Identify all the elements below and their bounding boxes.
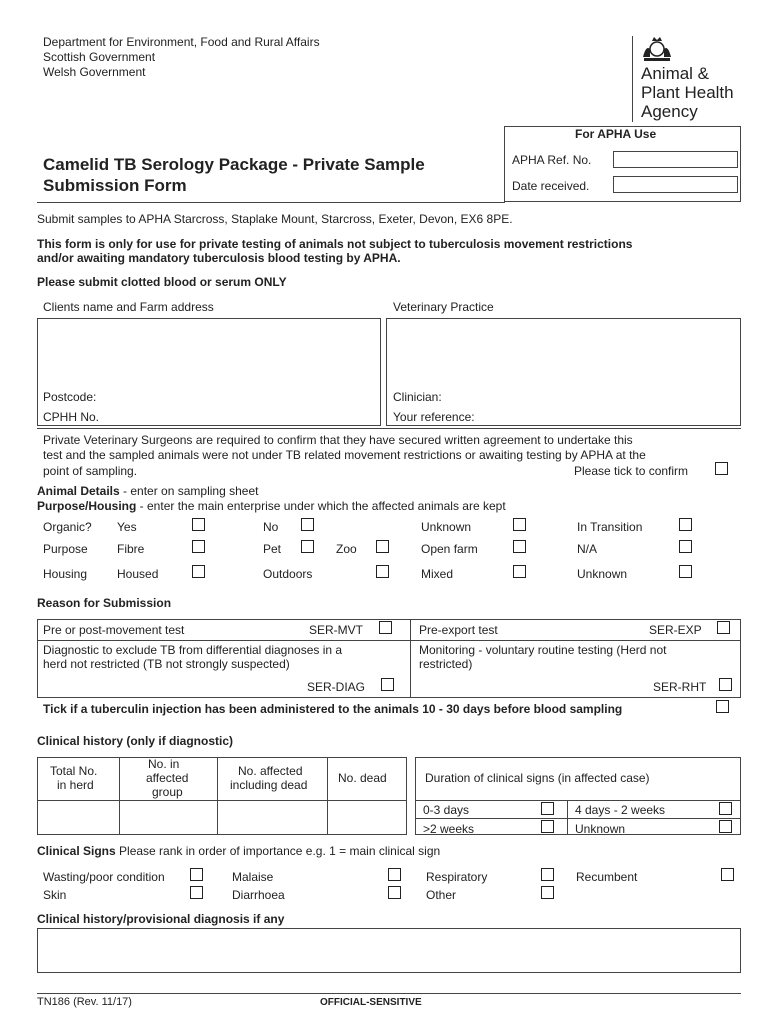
- duration-row-rule: [415, 818, 741, 819]
- col-incl-dead-line-2: including dead: [230, 778, 308, 792]
- zoo-label: Zoo: [336, 542, 357, 556]
- ser-rht-label: SER-RHT: [653, 680, 707, 694]
- housed-label: Housed: [117, 567, 159, 581]
- tuberculin-checkbox[interactable]: [716, 700, 729, 713]
- duration-4d-2w-checkbox[interactable]: [719, 802, 732, 815]
- logo-divider: [632, 36, 633, 122]
- reason-row-divider: [37, 640, 741, 641]
- clinician-label: Clinician:: [393, 390, 442, 404]
- ser-diag-label: SER-DIAG: [307, 680, 366, 694]
- diarrhoea-checkbox[interactable]: [388, 886, 401, 899]
- provisional-heading: Clinical history/provisional diagnosis if any: [37, 912, 285, 926]
- duration-col-div: [567, 800, 568, 835]
- col-affected-line-2: affected: [146, 771, 189, 785]
- col-dead-label: No. dead: [338, 771, 387, 785]
- agreement-line-1: Private Veterinary Surgeons are required to confirm that they have secured written agreement to undertake this: [43, 433, 633, 447]
- outdoors-label: Outdoors: [263, 567, 313, 581]
- ser-mvt-label: SER-MVT: [309, 623, 363, 637]
- department-scottish: Scottish Government: [43, 50, 156, 64]
- organic-yes-checkbox[interactable]: [192, 518, 205, 531]
- tick-confirm-label: Please tick to confirm: [574, 464, 689, 478]
- tuberculin-label: Tick if a tuberculin injection has been administered to the animals 10 - 30 days before blood sampling: [43, 702, 623, 716]
- form-code: TN186 (Rev. 11/17): [37, 996, 132, 1008]
- col-affected-line-1: No. in: [148, 757, 180, 771]
- organic-unknown-label: Unknown: [421, 520, 472, 534]
- title-rule: [37, 202, 505, 203]
- skin-checkbox[interactable]: [190, 886, 203, 899]
- clinical-history-heading: Clinical history (only if diagnostic): [37, 734, 234, 748]
- animal-details-heading: Animal Details - enter on sampling sheet: [37, 484, 259, 498]
- classification-label: OFFICIAL-SENSITIVE: [320, 997, 422, 1008]
- respiratory-checkbox[interactable]: [541, 868, 554, 881]
- housing-label: Housing: [43, 567, 88, 581]
- pre-export-label: Pre-export test: [419, 623, 498, 637]
- reason-col-divider: [410, 619, 411, 698]
- postcode-label: Postcode:: [43, 390, 97, 404]
- agency-line-1: Animal &: [641, 64, 710, 83]
- zoo-checkbox[interactable]: [376, 540, 389, 553]
- duration-gt2w-checkbox[interactable]: [541, 820, 554, 833]
- ser-diag-checkbox[interactable]: [381, 678, 394, 691]
- na-checkbox[interactable]: [679, 540, 692, 553]
- ser-exp-checkbox[interactable]: [717, 621, 730, 634]
- organic-no-checkbox[interactable]: [301, 518, 314, 531]
- respiratory-label: Respiratory: [426, 870, 488, 884]
- apha-ref-input[interactable]: [613, 151, 738, 168]
- col-total-line-1: Total No.: [50, 764, 98, 778]
- ser-mvt-checkbox[interactable]: [379, 621, 392, 634]
- in-transition-checkbox[interactable]: [679, 518, 692, 531]
- pet-checkbox[interactable]: [301, 540, 314, 553]
- recumbent-label: Recumbent: [576, 870, 638, 884]
- wasting-label: Wasting/poor condition: [43, 870, 165, 884]
- department-defra: Department for Environment, Food and Rural Affairs: [43, 35, 320, 49]
- mixed-checkbox[interactable]: [513, 565, 526, 578]
- duration-gt2w-label: >2 weeks: [423, 822, 475, 836]
- duration-unknown-checkbox[interactable]: [719, 820, 732, 833]
- agreement-line-2: test and the sampled animals were not under TB related movement restrictions or awaiting testing by APHA at the: [43, 448, 646, 462]
- cphh-label: CPHH No.: [43, 410, 100, 424]
- agreement-line-3: point of sampling.: [43, 464, 138, 478]
- col-total-line-2: in herd: [57, 778, 94, 792]
- organic-yes-label: Yes: [117, 520, 137, 534]
- apha-ref-label: APHA Ref. No.: [512, 153, 592, 167]
- confirm-checkbox[interactable]: [715, 462, 728, 475]
- organic-label: Organic?: [43, 520, 92, 534]
- col-affected-line-3: group: [152, 785, 183, 799]
- open-farm-label: Open farm: [421, 542, 478, 556]
- herd-col-div-3: [327, 757, 328, 835]
- herd-col-div-2: [217, 757, 218, 835]
- duration-unknown-label: Unknown: [575, 822, 626, 836]
- malaise-label: Malaise: [232, 870, 274, 884]
- department-welsh: Welsh Government: [43, 65, 146, 79]
- duration-heading: Duration of clinical signs (in affected case): [425, 771, 650, 785]
- malaise-checkbox[interactable]: [388, 868, 401, 881]
- client-label: Clients name and Farm address: [43, 300, 214, 314]
- col-incl-dead-line-1: No. affected: [238, 764, 303, 778]
- footer-rule: [37, 993, 741, 994]
- duration-header-rule: [415, 800, 741, 801]
- wasting-checkbox[interactable]: [190, 868, 203, 881]
- form-title-line-1: Camelid TB Serology Package - Private Sample: [43, 155, 425, 174]
- housed-checkbox[interactable]: [192, 565, 205, 578]
- in-transition-label: In Transition: [577, 520, 643, 534]
- provisional-diagnosis-field[interactable]: [37, 928, 741, 973]
- other-checkbox[interactable]: [541, 886, 554, 899]
- submit-address: Submit samples to APHA Starcross, Staplake Mount, Starcross, Exeter, Devon, EX6 8PE.: [37, 212, 513, 226]
- housing-unknown-label: Unknown: [577, 567, 628, 581]
- clotted-notice: Please submit clotted blood or serum ONLY: [37, 275, 287, 289]
- fibre-checkbox[interactable]: [192, 540, 205, 553]
- organic-unknown-checkbox[interactable]: [513, 518, 526, 531]
- pre-post-movement-label: Pre or post-movement test: [43, 623, 185, 637]
- royal-crest-icon: [640, 35, 674, 63]
- na-label: N/A: [577, 542, 598, 556]
- mixed-label: Mixed: [421, 567, 454, 581]
- ser-rht-checkbox[interactable]: [719, 678, 732, 691]
- recumbent-checkbox[interactable]: [721, 868, 734, 881]
- agency-line-2: Plant Health: [641, 83, 734, 102]
- organic-no-label: No: [263, 520, 279, 534]
- pet-label: Pet: [263, 542, 282, 556]
- diarrhoea-label: Diarrhoea: [232, 888, 285, 902]
- duration-4d-2w-label: 4 days - 2 weeks: [575, 803, 666, 817]
- notice-line-2: and/or awaiting mandatory tuberculosis blood testing by APHA.: [37, 251, 401, 265]
- clinical-signs-heading: Clinical Signs Please rank in order of importance e.g. 1 = main clinical sign: [37, 844, 441, 858]
- ser-exp-label: SER-EXP: [649, 623, 702, 637]
- vet-label: Veterinary Practice: [393, 300, 494, 314]
- form-title-line-2: Submission Form: [43, 176, 187, 195]
- monitoring-line-2: restricted): [419, 657, 473, 671]
- duration-0-3-label: 0-3 days: [423, 803, 470, 817]
- date-received-input[interactable]: [613, 176, 738, 193]
- purpose-label: Purpose: [43, 542, 88, 556]
- outdoors-checkbox[interactable]: [376, 565, 389, 578]
- apha-use-title: For APHA Use: [575, 127, 657, 141]
- herd-col-div-1: [119, 757, 120, 835]
- reason-heading: Reason for Submission: [37, 596, 172, 610]
- skin-label: Skin: [43, 888, 67, 902]
- open-farm-checkbox[interactable]: [513, 540, 526, 553]
- reference-label: Your reference:: [393, 410, 475, 424]
- agency-line-3: Agency: [641, 102, 698, 121]
- herd-table-header-rule: [37, 800, 407, 801]
- duration-0-3-checkbox[interactable]: [541, 802, 554, 815]
- other-label: Other: [426, 888, 457, 902]
- purpose-housing-heading: Purpose/Housing - enter the main enterprise under which the affected animals are kept: [37, 499, 506, 513]
- monitoring-line-1: Monitoring - voluntary routine testing (Herd not: [419, 643, 667, 657]
- date-received-label: Date received.: [512, 179, 590, 193]
- diagnostic-line-1: Diagnostic to exclude TB from differential diagnoses in a: [43, 643, 343, 657]
- notice-line-1: This form is only for use for private testing of animals not subject to tuberculosis movement restrictions: [37, 237, 633, 251]
- diagnostic-line-2: herd not restricted (TB not strongly suspected): [43, 657, 290, 671]
- fibre-label: Fibre: [117, 542, 145, 556]
- agreement-rule: [37, 428, 741, 429]
- housing-unknown-checkbox[interactable]: [679, 565, 692, 578]
